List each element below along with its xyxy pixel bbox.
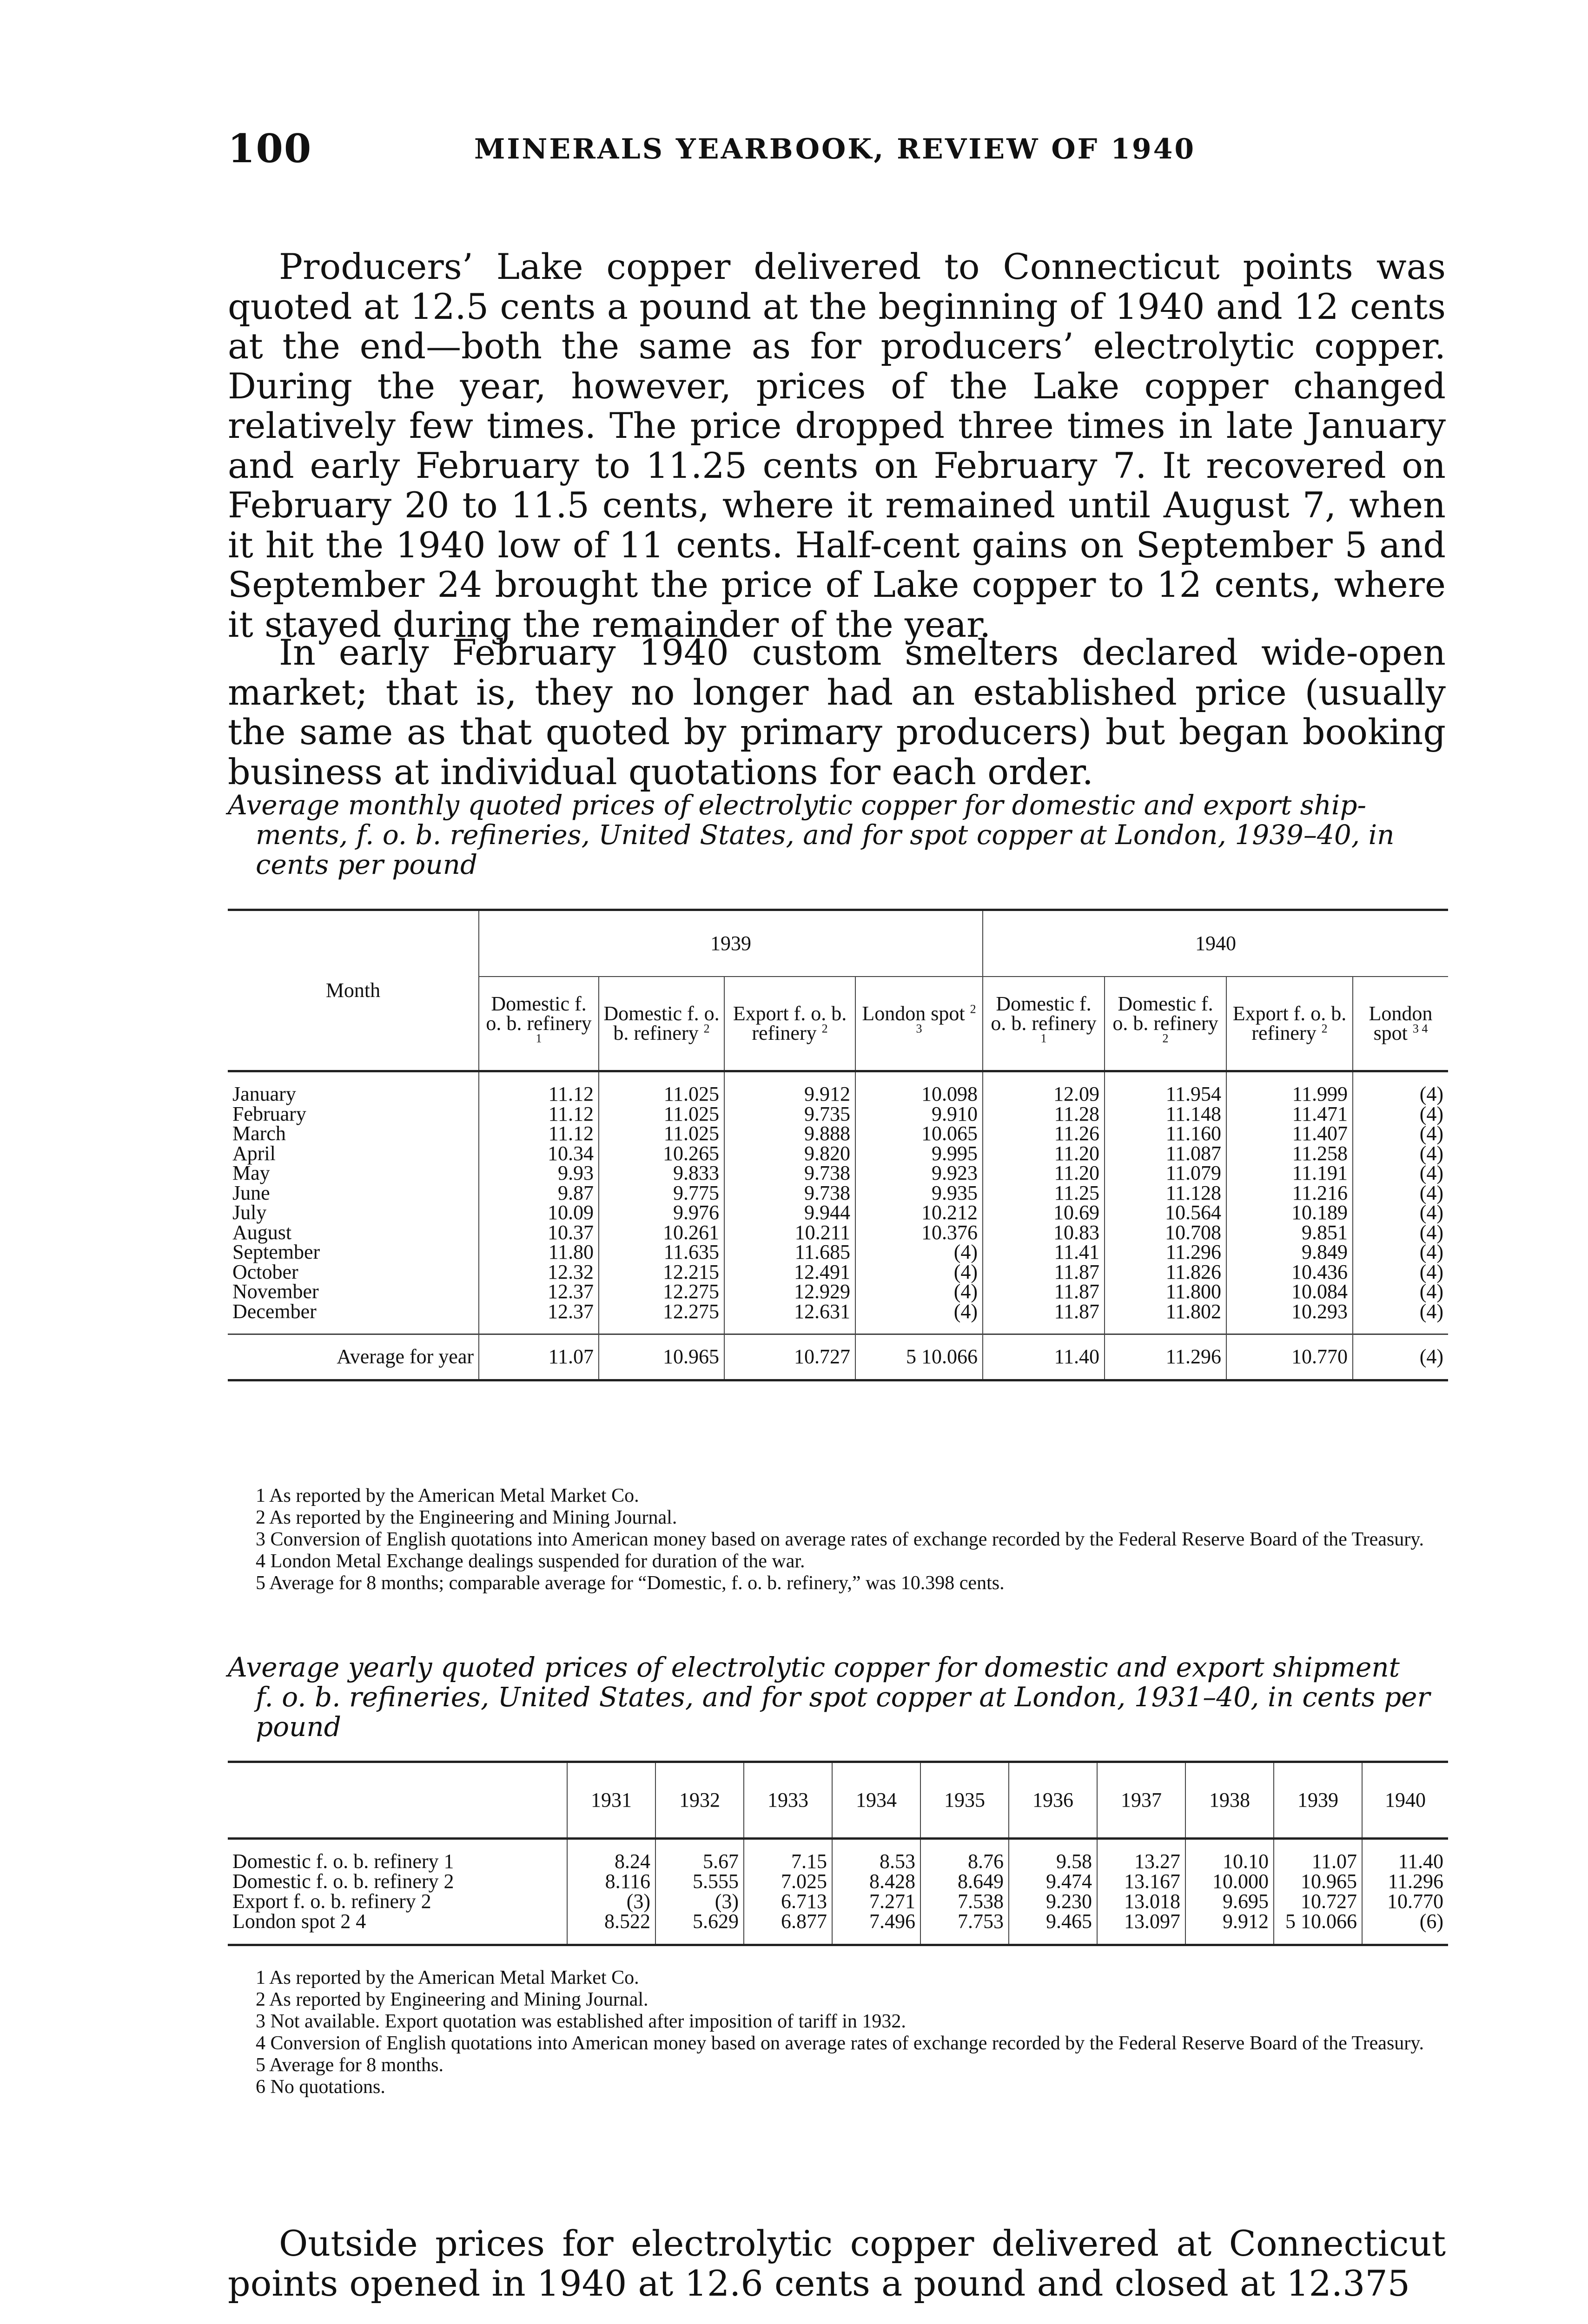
column-header [855, 977, 983, 1071]
price-cell: 5 10.066 [1274, 1912, 1362, 1932]
table-row [228, 1302, 1448, 1322]
price-cell: 12.37 [479, 1302, 599, 1322]
table-row [228, 1872, 1448, 1892]
price-cell: 8.428 [832, 1872, 920, 1892]
spacer-row [228, 1932, 1448, 1945]
price-cell: 11.296 [1105, 1242, 1226, 1262]
price-cell: 11.191 [1226, 1163, 1353, 1183]
price-cell: 9.474 [1009, 1872, 1097, 1892]
price-cell: 10.770 [1362, 1892, 1448, 1912]
average-cell: 11.40 [983, 1334, 1105, 1380]
year-header: 1934 [832, 1762, 920, 1839]
price-cell: 11.128 [1105, 1183, 1226, 1203]
spacer-cell [744, 1932, 832, 1945]
price-cell: 9.820 [724, 1144, 855, 1164]
price-cell: 10.265 [599, 1144, 724, 1164]
column-header-label: Domestic f. o. b. refinery [991, 992, 1097, 1035]
year-header: 1939 [1274, 1762, 1362, 1839]
column-header-label: London spot [1369, 1002, 1433, 1044]
spacer-cell [599, 1321, 724, 1334]
series-label: Domestic f. o. b. refinery 1 [232, 1850, 454, 1873]
footnote: 4 Conversion of English quotations into American money based on average rates of exchange recorded by the Federal Reserve Board of the Treasury. [256, 2033, 1424, 2054]
footnote-marker: 2 [1162, 1031, 1169, 1045]
spacer-row [228, 1321, 1448, 1334]
running-title: MINERALS YEARBOOK, REVIEW OF 1940 [474, 133, 1196, 165]
price-cell: 9.738 [724, 1163, 855, 1183]
column-header [1105, 977, 1226, 1071]
price-cell: 12.37 [479, 1282, 599, 1302]
month-cell: December [232, 1300, 317, 1323]
table1-body [228, 1071, 1448, 1380]
footnote: 3 Conversion of English quotations into American money based on average rates of exchange recorded by the Federal Reserve Board of the Treasury. [256, 1529, 1424, 1550]
price-cell: 10.10 [1185, 1852, 1274, 1872]
series-label: Domestic f. o. b. refinery 2 [232, 1870, 454, 1893]
price-cell: 13.097 [1097, 1912, 1185, 1932]
price-cell: 11.407 [1226, 1124, 1353, 1144]
price-cell: 11.025 [599, 1104, 724, 1124]
average-cell: 11.07 [479, 1334, 599, 1380]
price-cell: 11.20 [983, 1144, 1105, 1164]
price-cell: 8.522 [567, 1912, 655, 1932]
month-cell: March [232, 1122, 286, 1145]
average-cell: 10.770 [1226, 1334, 1353, 1380]
average-row [228, 1334, 1448, 1380]
price-cell: 9.735 [724, 1104, 855, 1124]
price-cell: 11.685 [724, 1242, 855, 1262]
price-cell: 12.275 [599, 1282, 724, 1302]
price-cell: (4) [1353, 1183, 1448, 1203]
spacer-cell [1226, 1321, 1353, 1334]
price-cell: 9.944 [724, 1203, 855, 1223]
price-cell: 11.954 [1105, 1084, 1226, 1104]
empty-header [228, 1762, 567, 1839]
price-cell: 11.802 [1105, 1302, 1226, 1322]
footnote: 2 As reported by Engineering and Mining Journal. [256, 1989, 648, 2010]
price-cell: (4) [855, 1282, 983, 1302]
year-header-1940: 1940 [983, 910, 1448, 977]
spacer-cell [855, 1321, 983, 1334]
price-cell: 7.538 [920, 1892, 1009, 1912]
price-cell: 10.83 [983, 1223, 1105, 1243]
spacer-cell [228, 1321, 479, 1334]
price-cell: 8.24 [567, 1852, 655, 1872]
price-cell: 10.189 [1226, 1203, 1353, 1223]
paragraph-lake-copper: Producers’ Lake copper delivered to Connecticut points was quoted at 12.5 cents a pound at the beginning of 1940 and 12 cents at the end—both the same as for producers’ electrolytic copper. During the year, however, prices of the Lake copper changed relatively few times. The price dropped three times in late January and early February to 11.25 cents on February 7. It recovered on February 20 to 11.5 cents, where it remained until August 7, when it hit the 1940 low of 11 cents. Half-cent gains on September 5 and September 24 brought the price of Lake copper to 12 cents, where it stayed during the remainder of the year. [228, 246, 1446, 645]
price-cell: 10.376 [855, 1223, 983, 1243]
price-cell: (4) [1353, 1262, 1448, 1282]
price-cell: 11.12 [479, 1124, 599, 1144]
table-row [228, 1084, 1448, 1104]
spacer-cell [983, 1321, 1105, 1334]
price-cell: 7.271 [832, 1892, 920, 1912]
price-cell: 12.32 [479, 1262, 599, 1282]
price-cell: 10.084 [1226, 1282, 1353, 1302]
price-cell: 11.025 [599, 1084, 724, 1104]
table2-body [228, 1839, 1448, 1945]
spacer-cell [1009, 1932, 1097, 1945]
price-cell: 10.708 [1105, 1223, 1226, 1243]
price-cell: 5.555 [655, 1872, 744, 1892]
price-cell: 10.727 [1274, 1892, 1362, 1912]
price-cell: (4) [1353, 1302, 1448, 1322]
average-cell: 5 10.066 [855, 1334, 983, 1380]
spacer-cell [228, 1932, 567, 1945]
price-cell: 9.912 [1185, 1912, 1274, 1932]
spacer-cell [1274, 1932, 1362, 1945]
footnote: 3 Not available. Export quotation was established after imposition of tariff in 1932. [256, 2011, 906, 2032]
spacer-cell [479, 1321, 599, 1334]
year-headers [228, 1762, 1448, 1839]
price-cell: 11.80 [479, 1242, 599, 1262]
price-cell: 9.849 [1226, 1242, 1353, 1262]
table-row [228, 1124, 1448, 1144]
price-cell: (4) [855, 1302, 983, 1322]
price-cell: 13.27 [1097, 1852, 1185, 1872]
column-header-label: Domestic f. o. b. refinery [1112, 992, 1218, 1035]
table2-caption-line1: Average yearly quoted prices of electrolytic copper for domestic and export shipment [228, 1651, 1400, 1683]
price-cell: 5.67 [655, 1852, 744, 1872]
spacer-cell [1362, 1932, 1448, 1945]
price-cell: 9.995 [855, 1144, 983, 1164]
footnote-marker: 2 [821, 1022, 828, 1036]
year-header: 1938 [1185, 1762, 1274, 1839]
price-cell: 11.160 [1105, 1124, 1226, 1144]
price-cell: 9.695 [1185, 1892, 1274, 1912]
price-cell: 10.211 [724, 1223, 855, 1243]
price-cell: 13.167 [1097, 1872, 1185, 1892]
price-cell: 11.87 [983, 1282, 1105, 1302]
price-cell: 11.07 [1274, 1852, 1362, 1872]
price-cell: 9.851 [1226, 1223, 1353, 1243]
price-cell: (4) [855, 1242, 983, 1262]
month-cell: June [232, 1181, 270, 1204]
price-cell: 10.965 [1274, 1872, 1362, 1892]
year-header: 1933 [744, 1762, 832, 1839]
price-cell: 11.148 [1105, 1104, 1226, 1124]
average-cell: 10.965 [599, 1334, 724, 1380]
price-cell: 9.87 [479, 1183, 599, 1203]
price-cell: 9.912 [724, 1084, 855, 1104]
price-cell: 11.28 [983, 1104, 1105, 1124]
footnote: 1 As reported by the American Metal Market Co. [256, 1967, 639, 1988]
price-cell: 6.713 [744, 1892, 832, 1912]
footnote-marker: 2 [703, 1022, 710, 1036]
series-label: London spot 2 4 [232, 1910, 366, 1933]
price-cell: 11.12 [479, 1104, 599, 1124]
page-number: 100 [228, 125, 312, 172]
price-cell: 11.635 [599, 1242, 724, 1262]
column-header-label: Domestic f. o. b. refinery [603, 1002, 720, 1044]
column-header-label: London spot [862, 1002, 965, 1025]
price-cell: 10.37 [479, 1223, 599, 1243]
table1-caption-line2: ments, f. o. b. refineries, United States, and for spot copper at London, 1939–40, in cents per pound [256, 819, 1395, 880]
year-header-1939: 1939 [479, 910, 983, 977]
price-cell: 13.018 [1097, 1892, 1185, 1912]
spacer-cell [655, 1932, 744, 1945]
spacer-cell [724, 1321, 855, 1334]
price-cell: 8.649 [920, 1872, 1009, 1892]
footnote: 6 No quotations. [256, 2076, 385, 2098]
column-header [599, 977, 724, 1071]
year-header: 1940 [1362, 1762, 1448, 1839]
month-cell: April [232, 1142, 276, 1165]
year-header: 1937 [1097, 1762, 1185, 1839]
column-header [1353, 977, 1448, 1071]
price-cell: 10.065 [855, 1124, 983, 1144]
price-cell: (4) [1353, 1223, 1448, 1243]
footnote-marker: 1 [1040, 1031, 1047, 1045]
month-cell: July [232, 1201, 267, 1224]
month-cell: November [232, 1280, 319, 1303]
footnote: 4 London Metal Exchange dealings suspended for duration of the war. [256, 1551, 805, 1572]
average-label: Average for year [228, 1334, 479, 1380]
price-cell: 7.753 [920, 1912, 1009, 1932]
price-cell: 7.496 [832, 1912, 920, 1932]
series-label: Export f. o. b. refinery 2 [232, 1890, 431, 1913]
price-cell: 11.40 [1362, 1852, 1448, 1872]
price-cell: 11.079 [1105, 1163, 1226, 1183]
price-cell: (4) [1353, 1104, 1448, 1124]
spacer-cell [567, 1932, 655, 1945]
column-header [1226, 977, 1353, 1071]
price-cell: 9.93 [479, 1163, 599, 1183]
column-header [983, 977, 1105, 1071]
price-cell: 10.34 [479, 1144, 599, 1164]
year-header: 1936 [1009, 1762, 1097, 1839]
price-cell: 12.929 [724, 1282, 855, 1302]
average-cell: 11.296 [1105, 1334, 1226, 1380]
price-cell: 12.09 [983, 1084, 1105, 1104]
price-cell: 12.215 [599, 1262, 724, 1282]
average-cell: (4) [1353, 1334, 1448, 1380]
table-row [228, 1104, 1448, 1124]
price-cell: (4) [1353, 1124, 1448, 1144]
month-cell: February [232, 1102, 306, 1125]
price-cell: 8.116 [567, 1872, 655, 1892]
table2-footnotes [228, 1967, 1446, 2098]
price-cell: 11.999 [1226, 1084, 1353, 1104]
table1-caption-line1: Average monthly quoted prices of electrolytic copper for domestic and export ship- [228, 789, 1367, 821]
price-cell: 9.976 [599, 1203, 724, 1223]
price-cell: (4) [1353, 1084, 1448, 1104]
table1-footnotes [228, 1485, 1446, 1594]
paragraph-outside-prices: Outside prices for electrolytic copper delivered at Connecticut points opened in 1940 at 12.6 cents a pound and closed at 12.375 [228, 2223, 1446, 2304]
price-cell: (4) [1353, 1203, 1448, 1223]
price-cell: 9.465 [1009, 1912, 1097, 1932]
price-cell: 11.258 [1226, 1144, 1353, 1164]
price-cell: 9.58 [1009, 1852, 1097, 1872]
paragraph-custom-smelters: In early February 1940 custom smelters declared wide-open market; that is, they no longer had an established price (usually the same as that quoted by primary producers) but began booking business at individual quotations for each order. [228, 632, 1446, 792]
footnote-marker: 1 [536, 1031, 542, 1045]
table-row [228, 1223, 1448, 1243]
year-header: 1935 [920, 1762, 1009, 1839]
table2-caption [228, 1652, 1446, 1742]
price-cell: 9.935 [855, 1183, 983, 1203]
price-cell: 10.09 [479, 1203, 599, 1223]
footnote: 1 As reported by the American Metal Market Co. [256, 1485, 639, 1506]
price-cell: 12.631 [724, 1302, 855, 1322]
price-cell: 5.629 [655, 1912, 744, 1932]
column-header-label: Export f. o. b. refinery [733, 1002, 847, 1044]
price-cell: (4) [1353, 1242, 1448, 1262]
price-cell: 11.12 [479, 1084, 599, 1104]
price-cell: 11.296 [1362, 1872, 1448, 1892]
column-header [724, 977, 855, 1071]
price-cell: 7.15 [744, 1852, 832, 1872]
price-cell: 11.826 [1105, 1262, 1226, 1282]
price-cell: 10.293 [1226, 1302, 1353, 1322]
price-cell: 12.275 [599, 1302, 724, 1322]
average-cell: 10.727 [724, 1334, 855, 1380]
table-row [228, 1242, 1448, 1262]
price-cell: 8.53 [832, 1852, 920, 1872]
price-cell: 11.87 [983, 1302, 1105, 1322]
spacer-cell [1185, 1932, 1274, 1945]
price-cell: 9.923 [855, 1163, 983, 1183]
month-cell: August [232, 1221, 292, 1244]
price-cell: (4) [1353, 1144, 1448, 1164]
price-cell: 10.564 [1105, 1203, 1226, 1223]
table-row [228, 1262, 1448, 1282]
table-row [228, 1163, 1448, 1183]
spacer-cell [1353, 1321, 1448, 1334]
price-cell: (6) [1362, 1912, 1448, 1932]
month-cell: May [232, 1162, 270, 1184]
month-cell: January [232, 1083, 296, 1105]
footnote: 5 Average for 8 months. [256, 2054, 443, 2076]
table1-caption [228, 790, 1446, 879]
footnote: 2 As reported by the Engineering and Mining Journal. [256, 1507, 677, 1528]
price-cell: 6.877 [744, 1912, 832, 1932]
price-cell: 7.025 [744, 1872, 832, 1892]
table-row [228, 1203, 1448, 1223]
price-cell: (4) [1353, 1163, 1448, 1183]
price-cell: 8.76 [920, 1852, 1009, 1872]
price-cell: 11.20 [983, 1163, 1105, 1183]
price-cell: 9.833 [599, 1163, 724, 1183]
price-cell: 9.910 [855, 1104, 983, 1124]
price-cell: 11.087 [1105, 1144, 1226, 1164]
footnote-marker: 2 3 [916, 1002, 976, 1036]
price-cell: 9.775 [599, 1183, 724, 1203]
footnote-marker: 3 4 [1412, 1022, 1428, 1036]
price-cell: 11.025 [599, 1124, 724, 1144]
spacer-cell [1097, 1932, 1185, 1945]
footnote: 5 Average for 8 months; comparable average for “Domestic, f. o. b. refinery,” was 10.398 cents. [256, 1572, 1005, 1594]
price-cell: 9.738 [724, 1183, 855, 1203]
column-header-label: Domestic f. o. b. refinery [486, 992, 592, 1035]
month-cell: September [232, 1241, 320, 1263]
price-cell: (3) [567, 1892, 655, 1912]
price-cell: (3) [655, 1892, 744, 1912]
price-cell: (4) [1353, 1282, 1448, 1302]
month-header: Month [228, 910, 479, 1071]
month-cell: October [232, 1260, 298, 1283]
price-cell: 12.491 [724, 1262, 855, 1282]
price-cell: 11.25 [983, 1183, 1105, 1203]
price-cell: 11.471 [1226, 1104, 1353, 1124]
price-cell: (4) [855, 1262, 983, 1282]
price-cell: 11.216 [1226, 1183, 1353, 1203]
footnote-marker: 2 [1321, 1022, 1328, 1036]
table-row [228, 1183, 1448, 1203]
price-cell: 10.212 [855, 1203, 983, 1223]
table-row [228, 1852, 1448, 1872]
price-cell: 11.87 [983, 1262, 1105, 1282]
spacer-cell [1105, 1321, 1226, 1334]
monthly-prices-table [228, 909, 1448, 1381]
price-cell: 11.800 [1105, 1282, 1226, 1302]
yearly-prices-table [228, 1761, 1448, 1946]
price-cell: 10.000 [1185, 1872, 1274, 1892]
price-cell: 10.69 [983, 1203, 1105, 1223]
price-cell: 11.26 [983, 1124, 1105, 1144]
price-cell: 10.098 [855, 1084, 983, 1104]
column-header [479, 977, 599, 1071]
price-cell: 9.230 [1009, 1892, 1097, 1912]
table-row [228, 1892, 1448, 1912]
spacer-cell [920, 1932, 1009, 1945]
price-cell: 10.261 [599, 1223, 724, 1243]
table-row [228, 1144, 1448, 1164]
column-header-label: Export f. o. b. refinery [1232, 1002, 1347, 1044]
price-cell: 10.436 [1226, 1262, 1353, 1282]
table-row [228, 1912, 1448, 1932]
price-cell: 11.41 [983, 1242, 1105, 1262]
year-header: 1931 [567, 1762, 655, 1839]
running-header [228, 125, 1441, 181]
table2-caption-line2: f. o. b. refineries, United States, and for spot copper at London, 1931–40, in cents per pound [256, 1681, 1430, 1743]
spacer-cell [832, 1932, 920, 1945]
year-header: 1932 [655, 1762, 744, 1839]
price-cell: 9.888 [724, 1124, 855, 1144]
table-row [228, 1282, 1448, 1302]
